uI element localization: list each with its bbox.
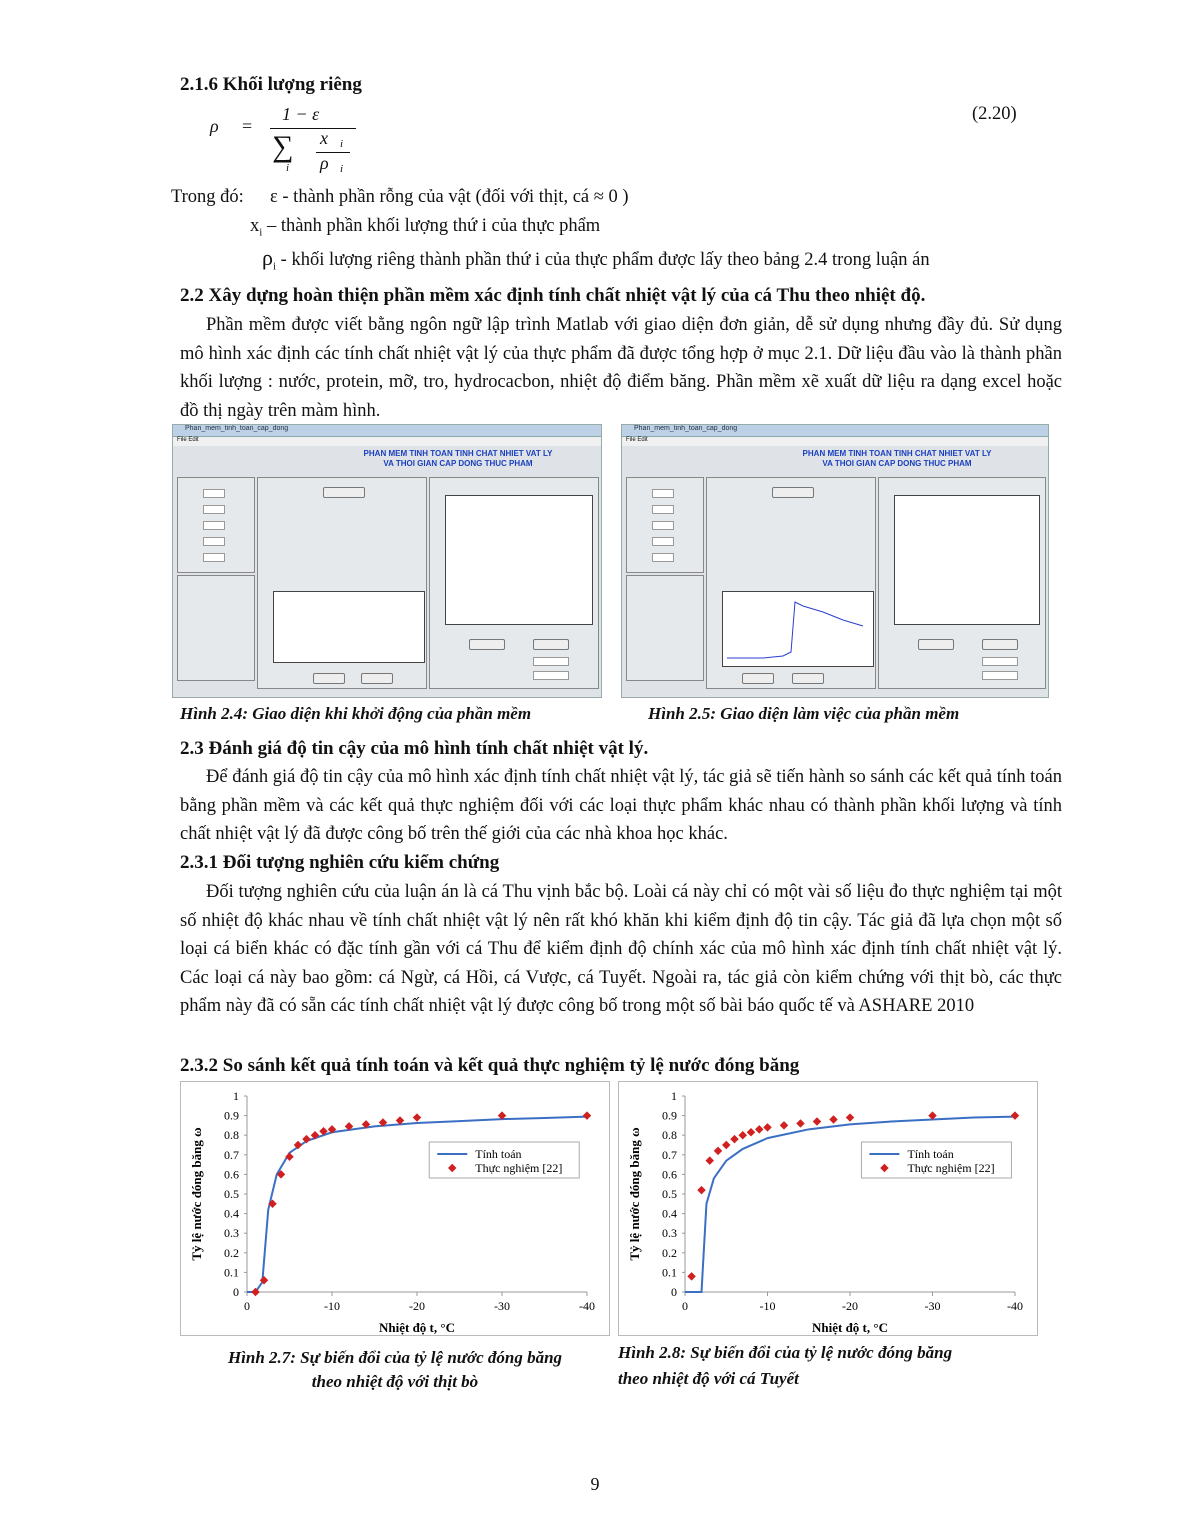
data-point	[763, 1123, 771, 1131]
page-number: 9	[590, 1474, 600, 1494]
section-heading-2-3-2: 2.3.2 So sánh kết quả tính toán và kết quả thực nghiệm tỷ lệ nước đóng băng	[180, 1055, 800, 1076]
ash-input[interactable]	[203, 537, 225, 546]
y-tick-label: 0.5	[224, 1187, 239, 1201]
eq-fraction-bar	[270, 128, 356, 129]
y-tick-label: 0.3	[662, 1226, 677, 1241]
where-x-text: – thành phần khối lượng thứ i của thực phẩm	[262, 216, 601, 236]
time-export-button[interactable]	[982, 639, 1018, 650]
y-tick-label: 0	[233, 1285, 239, 1299]
y-tick-label: 0.4	[224, 1206, 239, 1221]
eq-rho: ρ	[320, 153, 329, 173]
where-x-sym: x	[250, 216, 260, 236]
window-titlebar: Phan_mem_tinh_toan_cap_dong	[622, 425, 1048, 437]
x-tick-label: -20	[409, 1299, 425, 1313]
y-tick-label: 0.6	[662, 1167, 677, 1182]
ash-input[interactable]	[652, 537, 674, 546]
legend-label: Thực nghiệm [22]	[475, 1161, 563, 1175]
section-heading-2-3-1: 2.3.1 Đối tượng nghiên cứu kiểm chứng	[180, 852, 500, 873]
result-input-2	[982, 671, 1018, 680]
where-prefix: Trong đó:	[171, 187, 244, 207]
app-title-line1: PHAN MEM TINH TOAN TINH CHAT NHIET VAT LY	[363, 449, 553, 458]
data-point	[796, 1119, 804, 1127]
legend-label: Tính toán	[907, 1147, 954, 1161]
where-rho-text: - khối lượng riêng thành phần thứ i của thực phẩm được lấy theo bảng 2.4 trong luận án	[276, 250, 930, 270]
section-heading-2-1-6: 2.1.6 Khối lượng riêng	[180, 74, 362, 95]
y-tick-label: 0.2	[662, 1245, 677, 1260]
app-title	[333, 449, 583, 469]
x-tick-label: -40	[579, 1299, 595, 1313]
plot-axes-right	[445, 495, 593, 625]
legend-label: Thực nghiệm [22]	[907, 1161, 995, 1175]
chart-beef-svg	[181, 1082, 609, 1335]
y-axis-label: Tỷ lệ nước đóng băng ω	[627, 1127, 642, 1261]
graph-button[interactable]	[361, 673, 393, 684]
x-tick-label: -20	[842, 1299, 858, 1313]
data-point	[687, 1272, 695, 1280]
result-input-2	[533, 671, 569, 680]
data-point	[706, 1156, 714, 1164]
software-screenshot-startup	[172, 424, 602, 698]
where-x	[250, 212, 600, 247]
y-tick-label: 0.6	[224, 1167, 239, 1182]
calc-button[interactable]	[772, 487, 814, 498]
y-tick-label: 0.7	[224, 1147, 239, 1162]
plot-axes-right	[894, 495, 1040, 625]
plot-axes-left	[273, 591, 425, 663]
y-tick-label: 0.8	[662, 1128, 677, 1143]
window-menubar: File Edit	[173, 437, 601, 446]
chart-cod	[618, 1081, 1038, 1336]
y-tick-label: 0.1	[662, 1265, 677, 1280]
y-tick-label: 0.9	[224, 1108, 239, 1123]
eq-equals: =	[242, 116, 253, 136]
y-tick-label: 0.5	[662, 1187, 677, 1201]
app-title-line2: VA THOI GIAN CAP DONG THUC PHAM	[822, 459, 972, 468]
result-input-1	[982, 657, 1018, 666]
eq-number: (2.20)	[972, 104, 1017, 124]
y-tick-label: 0.3	[224, 1226, 239, 1241]
data-point	[846, 1113, 854, 1121]
app-title	[772, 449, 1022, 469]
section-heading-2-2: 2.2 Xây dựng hoàn thiện phần mềm xác định tính chất nhiệt vật lý của cá Thu theo nhiệt độ.	[180, 285, 926, 306]
app-title-line2: VA THOI GIAN CAP DONG THUC PHAM	[383, 459, 533, 468]
enthalpy-curve	[723, 592, 873, 666]
x-tick-label: -40	[1007, 1299, 1023, 1313]
legend-label: Tính toán	[475, 1147, 522, 1161]
eq-rho-sub: i	[340, 163, 344, 175]
x-tick-label: -30	[494, 1299, 510, 1313]
data-point	[829, 1115, 837, 1123]
eq-lhs: ρ	[210, 116, 219, 136]
where-rho-sym: ρ	[262, 245, 273, 270]
data-point	[1011, 1111, 1019, 1119]
section-heading-2-3: 2.3 Đánh giá độ tin cậy của mô hình tính chất nhiệt vật lý.	[180, 738, 649, 759]
figure-caption-2-8	[618, 1340, 1048, 1392]
section-2-3-1-paragraph: Đối tượng nghiên cứu của luận án là cá Thu vịnh bắc bộ. Loài cá này chỉ có một vài số liệu đo thực nghiệm tại một số nhiệt độ khác nhau về tính chất nhiệt vật lý nên rất khó khăn khi kiểm định độ tin cậy. Tác giả đã lựa chọn một số loại cá biển khác có đặc tính gần với cá Thu để kiểm định độ chính xác của mô hình xác định tính chất nhiệt vật lý. Các loại cá này bao gồm: cá Ngừ, cá Hồi, cá Vược, cá Tuyết. Ngoài ra, tác giả còn kiểm chứng với thịt bò, các thực phẩm này đã có sẵn các tính chất nhiệt vật lý được công bố trong một số bài báo quốc tế và ASHARE 2010	[180, 882, 1062, 1016]
data-point	[755, 1125, 763, 1133]
x-tick-label: 0	[244, 1299, 250, 1313]
window-menubar: File Edit	[622, 437, 1048, 446]
where-rho	[262, 244, 930, 281]
freeze-panel	[626, 575, 704, 681]
carb-input[interactable]	[203, 553, 225, 562]
y-tick-label: 1	[671, 1089, 677, 1103]
data-point	[413, 1113, 421, 1121]
data-point	[813, 1117, 821, 1125]
fat-input[interactable]	[652, 521, 674, 530]
water-input[interactable]	[652, 489, 674, 498]
y-tick-label: 0	[671, 1285, 677, 1299]
where-rho-sub: i	[272, 260, 277, 273]
data-point	[739, 1131, 747, 1139]
eq-sigma: ∑	[272, 130, 294, 163]
time-calc-button[interactable]	[469, 639, 505, 650]
freeze-panel	[177, 575, 255, 681]
section-2-2-paragraph: Phần mềm được viết bằng ngôn ngữ lập trình Matlab với giao diện đơn giản, dễ sử dụng nhưng đầy đủ. Sử dụng mô hình xác định các tính chất nhiệt vật lý của thực phẩm đã được tổng hợp ở mục 2.1. Dữ liệu đầu vào là thành phần khối lượng : nước, protein, mỡ, tro, hydrocacbon, nhiệt độ điểm băng. Phần mềm xẽ xuất dữ liệu ra dạng excel hoặc đồ thị ngày trên màm hình.	[180, 315, 1062, 421]
where-epsilon: ε - thành phần rỗng của vật (đối với thịt, cá ≈ 0 )	[270, 187, 629, 207]
data-point	[747, 1128, 755, 1136]
section-2-3-paragraph: Để đánh giá độ tin cậy của mô hình xác định tính chất nhiệt vật lý, tác giả sẽ tiến hành so sánh các kết quả tính toán bằng phần mềm và các kết quả thực nghiệm đối với các loại thực phẩm khác nhau có thành phần khối lượng và tính chất nhiệt vật lý đã được công bố trên thế giới của các nhà khoa học khác.	[180, 767, 1062, 844]
data-point	[583, 1111, 591, 1119]
figure-caption-2-4: Hình 2.4: Giao diện khi khởi động của phần mềm	[180, 704, 532, 723]
data-point	[730, 1135, 738, 1143]
result-input-1	[533, 657, 569, 666]
window-titlebar: Phan_mem_tinh_toan_cap_dong	[173, 425, 601, 437]
water-input[interactable]	[203, 489, 225, 498]
y-tick-label: 0.9	[662, 1108, 677, 1123]
graph-button[interactable]	[792, 673, 824, 684]
chart-cod-svg	[619, 1082, 1037, 1335]
data-point	[722, 1141, 730, 1149]
y-tick-label: 0.4	[662, 1206, 677, 1221]
protein-input[interactable]	[652, 505, 674, 514]
carb-input[interactable]	[652, 553, 674, 562]
fat-input[interactable]	[203, 521, 225, 530]
x-tick-label: -10	[759, 1299, 776, 1313]
data-point	[780, 1121, 788, 1129]
time-export-button[interactable]	[533, 639, 569, 650]
y-tick-label: 0.2	[224, 1245, 239, 1260]
app-title-line1: PHAN MEM TINH TOAN TINH CHAT NHIET VAT LY	[802, 449, 992, 458]
eq-sigma-sub: i	[286, 162, 290, 174]
eq-numerator: 1 − ε	[282, 104, 320, 124]
y-tick-label: 0.7	[662, 1147, 677, 1162]
y-axis-label: Tỷ lệ nước đóng băng ω	[189, 1127, 204, 1261]
plot-axes-left	[722, 591, 874, 667]
figure-caption-2-7-line1: Hình 2.7: Sự biến đổi của tỷ lệ nước đóng băng	[227, 1348, 563, 1367]
y-tick-label: 0.1	[224, 1265, 239, 1280]
figure-caption-2-7-line2: theo nhiệt độ với thịt bò	[311, 1372, 479, 1391]
time-calc-button[interactable]	[918, 639, 954, 650]
calc-button[interactable]	[323, 487, 365, 498]
figure-caption-2-7	[190, 1346, 600, 1394]
x-tick-label: -10	[324, 1299, 340, 1313]
export-button[interactable]	[742, 673, 774, 684]
eq-x-sub: i	[340, 138, 344, 150]
x-axis-label: Nhiệt độ t, °C	[812, 1320, 888, 1335]
x-tick-label: -30	[924, 1299, 941, 1313]
eq-x: x	[320, 128, 328, 148]
y-tick-label: 0.8	[224, 1128, 239, 1143]
x-axis-label: Nhiệt độ t, °C	[379, 1320, 455, 1335]
where-x-sub: i	[259, 226, 263, 239]
data-point	[697, 1186, 705, 1194]
protein-input[interactable]	[203, 505, 225, 514]
figure-caption-2-8-line1: Hình 2.8: Sự biến đổi của tỷ lệ nước đóng băng	[618, 1343, 953, 1362]
y-tick-label: 1	[233, 1089, 239, 1103]
figure-caption-2-8-line2: theo nhiệt độ với cá Tuyết	[618, 1369, 799, 1388]
x-tick-label: 0	[682, 1299, 688, 1313]
figure-caption-2-5: Hình 2.5: Giao diện làm việc của phần mềm	[648, 704, 960, 723]
chart-beef	[180, 1081, 610, 1336]
export-button[interactable]	[313, 673, 345, 684]
software-screenshot-working	[621, 424, 1049, 698]
data-point	[714, 1147, 722, 1155]
